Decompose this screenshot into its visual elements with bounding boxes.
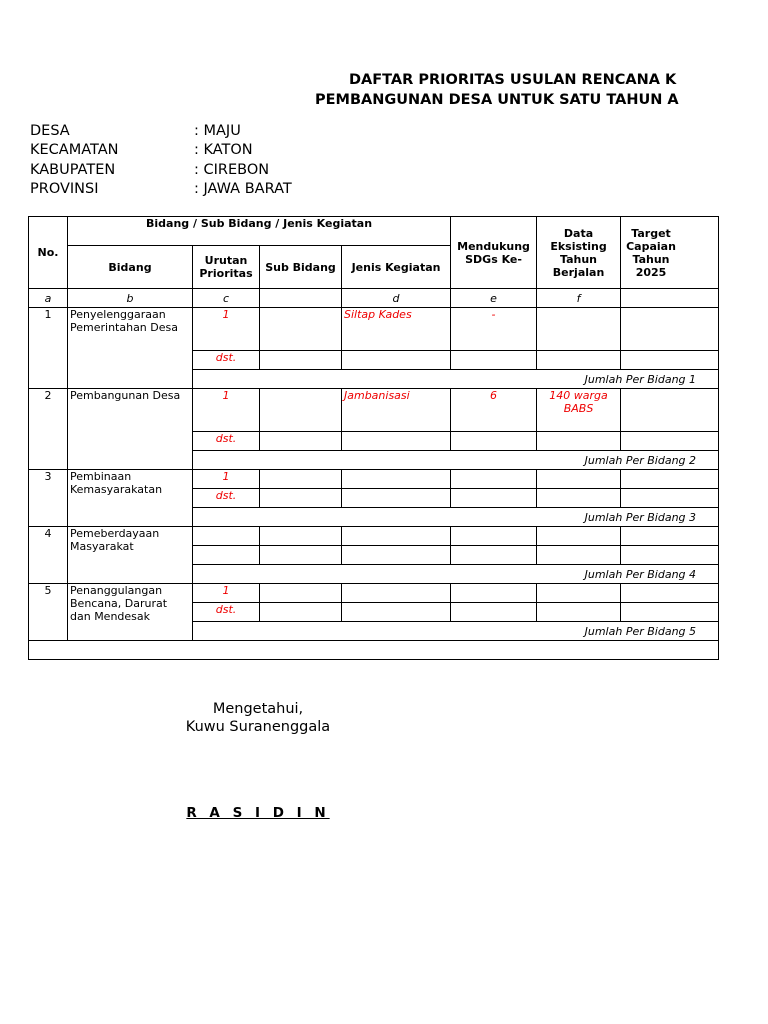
row-bidang: Pembinaan Kemasyarakatan xyxy=(68,470,193,527)
letter-f: f xyxy=(537,289,621,308)
row-no: 2 xyxy=(29,389,68,470)
letter-a: a xyxy=(29,289,68,308)
table-row xyxy=(29,389,719,432)
row-data xyxy=(537,308,621,351)
info-value: : JAWA BARAT xyxy=(194,180,292,197)
info-label: KABUPATEN xyxy=(30,161,116,178)
info-provinsi xyxy=(30,180,292,199)
row-jenis: Siltap Kades xyxy=(342,308,451,351)
header-group: Bidang / Sub Bidang / Jenis Kegiatan xyxy=(68,217,451,246)
row-bidang: Pembangunan Desa xyxy=(68,389,193,470)
row-jenis: Jambanisasi xyxy=(342,389,451,432)
jumlah-per-bidang: Jumlah Per Bidang 3 xyxy=(193,508,719,527)
row-no: 3 xyxy=(29,470,68,527)
header-no: No. xyxy=(29,217,68,289)
header-urutan: Urutan Prioritas xyxy=(193,246,260,289)
row-target xyxy=(621,389,719,432)
row-urutan: 1 xyxy=(193,308,260,351)
row-bidang: Pemeberdayaan Masyarakat xyxy=(68,527,193,584)
info-label: KECAMATAN xyxy=(30,142,119,159)
info-value: : MAJU xyxy=(194,123,241,139)
letter-d: d xyxy=(342,289,451,308)
header-jenis: Jenis Kegiatan xyxy=(342,246,451,289)
row-bidang: Penyelenggaraan Pemerintahan Desa xyxy=(68,308,193,389)
info-kabupaten xyxy=(30,161,292,180)
info-value: : KATON xyxy=(194,142,253,159)
jumlah-per-bidang: Jumlah Per Bidang 4 xyxy=(193,565,719,584)
document-title-line2: PEMBANGUNAN DESA UNTUK SATU TAHUN A xyxy=(315,92,679,108)
table-row xyxy=(29,308,719,351)
header-sub-bidang: Sub Bidang xyxy=(260,246,342,289)
row-urutan: 1 xyxy=(193,389,260,432)
table-row xyxy=(29,470,719,489)
row-no: 5 xyxy=(29,584,68,641)
info-label: PROVINSI xyxy=(30,180,99,197)
info-desa xyxy=(30,122,292,141)
priority-table-wrapper xyxy=(28,216,697,666)
letter-blank xyxy=(260,289,342,308)
row-urutan: 1 xyxy=(193,584,260,603)
jumlah-per-bidang: Jumlah Per Bidang 1 xyxy=(193,370,719,389)
table-row xyxy=(29,584,719,603)
row-sub-bidang xyxy=(260,389,342,432)
row-dst: dst. xyxy=(193,351,260,370)
footer-blank xyxy=(29,641,719,660)
sign-position: Kuwu Suranenggala xyxy=(185,719,331,735)
priority-table xyxy=(28,216,719,660)
header-data: Data Eksisting Tahun Berjalan xyxy=(537,217,621,289)
letter-c: c xyxy=(193,289,260,308)
row-sdgs: 6 xyxy=(451,389,537,432)
jumlah-per-bidang: Jumlah Per Bidang 5 xyxy=(193,622,719,641)
row-dst: dst. xyxy=(193,603,260,622)
row-urutan xyxy=(193,527,260,546)
letter-b: b xyxy=(68,289,193,308)
row-no: 1 xyxy=(29,308,68,389)
info-value: : CIREBON xyxy=(194,161,270,178)
row-dst: dst. xyxy=(193,489,260,508)
sign-mengetahui: Mengetahui, xyxy=(212,701,304,717)
row-data: 140 warga BABS xyxy=(537,389,621,432)
row-dst xyxy=(193,546,260,565)
header-target: Target Capaian Tahun 2025 xyxy=(621,217,719,289)
header-sdgs: Mendukung SDGs Ke- xyxy=(451,217,537,289)
document-title-line1: DAFTAR PRIORITAS USULAN RENCANA K xyxy=(349,72,677,88)
header-bidang: Bidang xyxy=(68,246,193,289)
signatory-name: R A S I D I N xyxy=(186,805,330,821)
table-row xyxy=(29,527,719,546)
signature-block xyxy=(0,700,516,736)
row-bidang: Penanggulangan Bencana, Darurat dan Mendesak xyxy=(68,584,193,641)
row-sdgs: - xyxy=(451,308,537,351)
row-target xyxy=(621,308,719,351)
info-kecamatan xyxy=(30,141,292,160)
table-row-footer xyxy=(29,641,719,660)
letter-e: e xyxy=(451,289,537,308)
location-info xyxy=(30,122,292,199)
row-urutan: 1 xyxy=(193,470,260,489)
jumlah-per-bidang: Jumlah Per Bidang 2 xyxy=(193,451,719,470)
row-sub-bidang xyxy=(260,308,342,351)
row-dst: dst. xyxy=(193,432,260,451)
info-label: DESA xyxy=(30,123,70,139)
letter-blank xyxy=(621,289,719,308)
row-no: 4 xyxy=(29,527,68,584)
